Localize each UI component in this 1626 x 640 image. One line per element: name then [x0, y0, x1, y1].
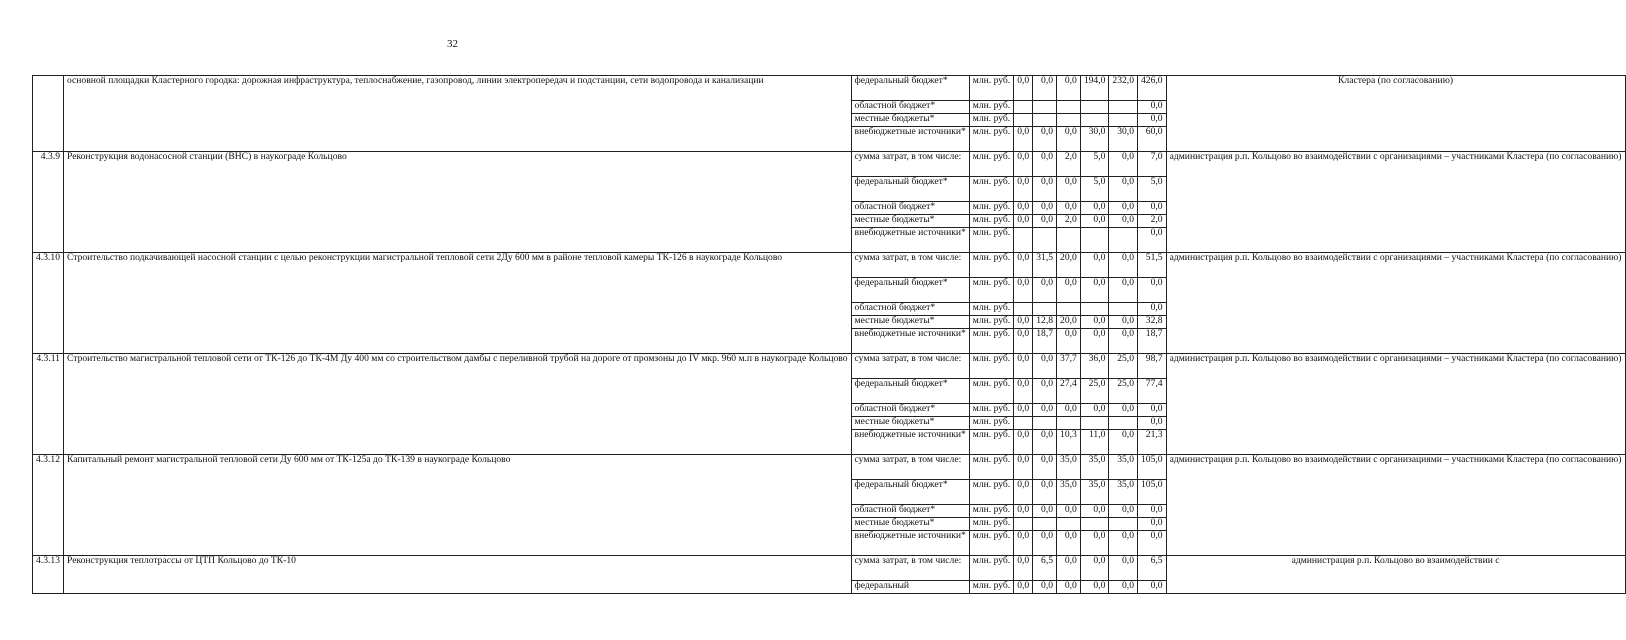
- year-value: 0,0: [1109, 177, 1138, 202]
- total-value: 2,0: [1138, 215, 1167, 228]
- year-value: 0,0: [1057, 556, 1081, 581]
- year-value: 35,0: [1109, 455, 1138, 480]
- year-value: 0,0: [1057, 127, 1081, 152]
- year-value: [1033, 114, 1057, 127]
- year-value: 0,0: [1057, 76, 1081, 101]
- year-value: 0,0: [1033, 215, 1057, 228]
- executor: Кластера (по согласованию): [1166, 76, 1625, 152]
- year-value: 0,0: [1080, 505, 1109, 518]
- unit-cell: млн. руб.: [969, 228, 1013, 253]
- year-value: 0,0: [1014, 329, 1033, 354]
- year-value: 0,0: [1014, 455, 1033, 480]
- funding-source: сумма затрат, в том числе:: [851, 556, 969, 581]
- total-value: 98,7: [1138, 354, 1167, 379]
- year-value: 0,0: [1080, 404, 1109, 417]
- executor: администрация р.п. Кольцово во взаимодействии с организациями – участниками Кластера (по согласованию): [1166, 152, 1625, 253]
- year-value: 0,0: [1014, 480, 1033, 505]
- funding-source: внебюджетные источники*: [851, 228, 969, 253]
- year-value: 0,0: [1014, 379, 1033, 404]
- year-value: 0,0: [1080, 316, 1109, 329]
- total-value: 0,0: [1138, 101, 1167, 114]
- year-value: [1080, 101, 1109, 114]
- year-value: 0,0: [1033, 177, 1057, 202]
- unit-cell: млн. руб.: [969, 417, 1013, 430]
- year-value: 30,0: [1109, 127, 1138, 152]
- funding-source: федеральный бюджет*: [851, 278, 969, 303]
- year-value: [1109, 228, 1138, 253]
- year-value: 0,0: [1109, 316, 1138, 329]
- item-name: Реконструкция теплотрассы от ЦТП Кольцово до ТК-10: [63, 556, 851, 594]
- funding-source: областной бюджет*: [851, 101, 969, 114]
- year-value: 0,0: [1033, 480, 1057, 505]
- total-value: 0,0: [1138, 202, 1167, 215]
- funding-source: областной бюджет*: [851, 505, 969, 518]
- year-value: 0,0: [1080, 215, 1109, 228]
- year-value: 0,0: [1057, 531, 1081, 556]
- year-value: 0,0: [1057, 202, 1081, 215]
- year-value: 12,8: [1033, 316, 1057, 329]
- unit-cell: млн. руб.: [969, 202, 1013, 215]
- item-number: 4.3.13: [33, 556, 64, 594]
- item-number: 4.3.12: [33, 455, 64, 556]
- page-number: 32: [447, 38, 458, 50]
- year-value: 35,0: [1057, 455, 1081, 480]
- year-value: 194,0: [1080, 76, 1109, 101]
- year-value: 0,0: [1109, 556, 1138, 581]
- funding-source: областной бюджет*: [851, 202, 969, 215]
- year-value: 0,0: [1057, 177, 1081, 202]
- year-value: 0,0: [1014, 354, 1033, 379]
- unit-cell: млн. руб.: [969, 114, 1013, 127]
- year-value: [1014, 518, 1033, 531]
- year-value: [1014, 101, 1033, 114]
- year-value: 0,0: [1033, 152, 1057, 177]
- year-value: 2,0: [1057, 152, 1081, 177]
- item-name: Строительство подкачивающей насосной станции с целью реконструкции магистральной тепловой сети 2Ду 600 мм в районе тепловой камеры ТК-126 в наукограде Кольцово: [63, 253, 851, 354]
- unit-cell: млн. руб.: [969, 531, 1013, 556]
- total-value: 0,0: [1138, 531, 1167, 556]
- year-value: 36,0: [1080, 354, 1109, 379]
- year-value: 35,0: [1080, 455, 1109, 480]
- year-value: 0,0: [1057, 329, 1081, 354]
- unit-cell: млн. руб.: [969, 152, 1013, 177]
- year-value: 27,4: [1057, 379, 1081, 404]
- funding-source: местные бюджеты*: [851, 215, 969, 228]
- year-value: [1033, 101, 1057, 114]
- unit-cell: млн. руб.: [969, 518, 1013, 531]
- total-value: 6,5: [1138, 556, 1167, 581]
- year-value: 0,0: [1033, 455, 1057, 480]
- year-value: 0,0: [1080, 556, 1109, 581]
- unit-cell: млн. руб.: [969, 430, 1013, 455]
- total-value: 5,0: [1138, 177, 1167, 202]
- item-name: основной площадки Кластерного городка: дорожная инфраструктура, теплоснабжение, газопровод, линии электропередач и подстанции, сети водопровода и канализации: [63, 76, 851, 152]
- year-value: 25,0: [1080, 379, 1109, 404]
- year-value: [1080, 114, 1109, 127]
- unit-cell: млн. руб.: [969, 556, 1013, 581]
- total-value: 18,7: [1138, 329, 1167, 354]
- year-value: [1014, 114, 1033, 127]
- year-value: [1080, 417, 1109, 430]
- year-value: 5,0: [1080, 152, 1109, 177]
- total-value: 0,0: [1138, 518, 1167, 531]
- unit-cell: млн. руб.: [969, 215, 1013, 228]
- year-value: [1033, 228, 1057, 253]
- total-value: 0,0: [1138, 278, 1167, 303]
- total-value: 0,0: [1138, 228, 1167, 253]
- total-value: 0,0: [1138, 404, 1167, 417]
- year-value: 0,0: [1033, 404, 1057, 417]
- year-value: 0,0: [1033, 354, 1057, 379]
- unit-cell: млн. руб.: [969, 177, 1013, 202]
- year-value: 0,0: [1014, 404, 1033, 417]
- item-name: Капитальный ремонт магистральной тепловой сети Ду 600 мм от ТК-125а до ТК-139 в наукограде Кольцово: [63, 455, 851, 556]
- year-value: 25,0: [1109, 354, 1138, 379]
- total-value: 426,0: [1138, 76, 1167, 101]
- year-value: 0,0: [1014, 215, 1033, 228]
- funding-source: внебюджетные источники*: [851, 127, 969, 152]
- year-value: [1057, 303, 1081, 316]
- year-value: 0,0: [1109, 531, 1138, 556]
- year-value: [1014, 417, 1033, 430]
- year-value: 11,0: [1080, 430, 1109, 455]
- year-value: 0,0: [1057, 581, 1081, 594]
- year-value: 0,0: [1014, 127, 1033, 152]
- year-value: 0,0: [1109, 329, 1138, 354]
- year-value: 37,7: [1057, 354, 1081, 379]
- table-row: [33, 152, 1626, 177]
- year-value: 5,0: [1080, 177, 1109, 202]
- year-value: 0,0: [1033, 505, 1057, 518]
- year-value: 0,0: [1014, 253, 1033, 278]
- year-value: 0,0: [1080, 581, 1109, 594]
- unit-cell: млн. руб.: [969, 278, 1013, 303]
- year-value: [1057, 114, 1081, 127]
- year-value: [1033, 518, 1057, 531]
- unit-cell: млн. руб.: [969, 303, 1013, 316]
- total-value: 32,8: [1138, 316, 1167, 329]
- funding-source: федеральный бюджет*: [851, 480, 969, 505]
- year-value: 2,0: [1057, 215, 1081, 228]
- year-value: 20,0: [1057, 253, 1081, 278]
- year-value: 0,0: [1057, 278, 1081, 303]
- year-value: [1109, 303, 1138, 316]
- year-value: 0,0: [1109, 202, 1138, 215]
- total-value: 0,0: [1138, 417, 1167, 430]
- unit-cell: млн. руб.: [969, 455, 1013, 480]
- year-value: 0,0: [1014, 505, 1033, 518]
- year-value: 30,0: [1080, 127, 1109, 152]
- year-value: [1080, 303, 1109, 316]
- total-value: 0,0: [1138, 581, 1167, 594]
- total-value: 51,5: [1138, 253, 1167, 278]
- funding-source: местные бюджеты*: [851, 417, 969, 430]
- funding-source: сумма затрат, в том числе:: [851, 354, 969, 379]
- year-value: [1057, 417, 1081, 430]
- year-value: 10,3: [1057, 430, 1081, 455]
- executor: администрация р.п. Кольцово во взаимодействии с: [1166, 556, 1625, 594]
- year-value: [1057, 101, 1081, 114]
- year-value: [1109, 417, 1138, 430]
- executor: администрация р.п. Кольцово во взаимодействии с организациями – участниками Кластера (по согласованию): [1166, 354, 1625, 455]
- unit-cell: млн. руб.: [969, 329, 1013, 354]
- year-value: 6,5: [1033, 556, 1057, 581]
- unit-cell: млн. руб.: [969, 253, 1013, 278]
- year-value: 0,0: [1080, 278, 1109, 303]
- year-value: 25,0: [1109, 379, 1138, 404]
- total-value: 7,0: [1138, 152, 1167, 177]
- unit-cell: млн. руб.: [969, 404, 1013, 417]
- year-value: 0,0: [1014, 76, 1033, 101]
- total-value: 0,0: [1138, 114, 1167, 127]
- year-value: [1014, 303, 1033, 316]
- year-value: 0,0: [1109, 278, 1138, 303]
- unit-cell: млн. руб.: [969, 505, 1013, 518]
- year-value: 0,0: [1109, 253, 1138, 278]
- year-value: 0,0: [1033, 581, 1057, 594]
- year-value: 0,0: [1014, 581, 1033, 594]
- table-row: [33, 455, 1626, 480]
- total-value: 60,0: [1138, 127, 1167, 152]
- year-value: 0,0: [1109, 430, 1138, 455]
- year-value: 0,0: [1014, 278, 1033, 303]
- table-row: [33, 76, 1626, 101]
- total-value: 77,4: [1138, 379, 1167, 404]
- total-value: 21,3: [1138, 430, 1167, 455]
- year-value: 31,5: [1033, 253, 1057, 278]
- year-value: [1057, 518, 1081, 531]
- funding-source: федеральный бюджет*: [851, 379, 969, 404]
- year-value: 0,0: [1033, 127, 1057, 152]
- unit-cell: млн. руб.: [969, 354, 1013, 379]
- year-value: [1109, 101, 1138, 114]
- year-value: [1109, 518, 1138, 531]
- funding-source: федеральный: [851, 581, 969, 594]
- year-value: 0,0: [1109, 581, 1138, 594]
- year-value: 0,0: [1014, 316, 1033, 329]
- unit-cell: млн. руб.: [969, 76, 1013, 101]
- year-value: [1014, 228, 1033, 253]
- funding-source: сумма затрат, в том числе:: [851, 455, 969, 480]
- item-name: Реконструкция водонасосной станции (ВНС) в наукограде Кольцово: [63, 152, 851, 253]
- year-value: 0,0: [1057, 505, 1081, 518]
- year-value: 0,0: [1033, 430, 1057, 455]
- program-costs-table: [32, 75, 1626, 594]
- funding-source: сумма затрат, в том числе:: [851, 253, 969, 278]
- total-value: 105,0: [1138, 455, 1167, 480]
- year-value: 0,0: [1057, 404, 1081, 417]
- year-value: 18,7: [1033, 329, 1057, 354]
- funding-source: федеральный бюджет*: [851, 76, 969, 101]
- year-value: 0,0: [1080, 202, 1109, 215]
- funding-source: областной бюджет*: [851, 303, 969, 316]
- total-value: 0,0: [1138, 505, 1167, 518]
- year-value: 0,0: [1014, 430, 1033, 455]
- year-value: [1109, 114, 1138, 127]
- table-row: [33, 253, 1626, 278]
- funding-source: местные бюджеты*: [851, 316, 969, 329]
- executor: администрация р.п. Кольцово во взаимодействии с организациями – участниками Кластера (по согласованию): [1166, 455, 1625, 556]
- year-value: [1033, 417, 1057, 430]
- year-value: 0,0: [1014, 202, 1033, 215]
- table-row: [33, 556, 1626, 581]
- year-value: 0,0: [1109, 215, 1138, 228]
- unit-cell: млн. руб.: [969, 480, 1013, 505]
- unit-cell: млн. руб.: [969, 101, 1013, 114]
- year-value: 0,0: [1014, 177, 1033, 202]
- year-value: 0,0: [1033, 531, 1057, 556]
- funding-source: внебюджетные источники*: [851, 329, 969, 354]
- year-value: [1057, 228, 1081, 253]
- item-number: 4.3.9: [33, 152, 64, 253]
- item-number: 4.3.11: [33, 354, 64, 455]
- funding-source: внебюджетные источники*: [851, 430, 969, 455]
- year-value: [1080, 518, 1109, 531]
- year-value: 0,0: [1033, 76, 1057, 101]
- year-value: 0,0: [1080, 253, 1109, 278]
- year-value: [1033, 303, 1057, 316]
- year-value: 0,0: [1014, 152, 1033, 177]
- year-value: [1080, 228, 1109, 253]
- funding-source: федеральный бюджет*: [851, 177, 969, 202]
- year-value: 0,0: [1033, 379, 1057, 404]
- item-number: [33, 76, 64, 152]
- funding-source: областной бюджет*: [851, 404, 969, 417]
- year-value: 35,0: [1057, 480, 1081, 505]
- unit-cell: млн. руб.: [969, 316, 1013, 329]
- unit-cell: млн. руб.: [969, 127, 1013, 152]
- unit-cell: млн. руб.: [969, 379, 1013, 404]
- year-value: 0,0: [1109, 505, 1138, 518]
- year-value: 0,0: [1080, 329, 1109, 354]
- total-value: 0,0: [1138, 303, 1167, 316]
- table-row: [33, 354, 1626, 379]
- executor: администрация р.п. Кольцово во взаимодействии с организациями – участниками Кластера (по согласованию): [1166, 253, 1625, 354]
- funding-source: местные бюджеты*: [851, 518, 969, 531]
- unit-cell: млн. руб.: [969, 581, 1013, 594]
- year-value: 0,0: [1109, 152, 1138, 177]
- year-value: 0,0: [1014, 531, 1033, 556]
- total-value: 105,0: [1138, 480, 1167, 505]
- year-value: 35,0: [1080, 480, 1109, 505]
- year-value: 0,0: [1014, 556, 1033, 581]
- funding-source: сумма затрат, в том числе:: [851, 152, 969, 177]
- year-value: 0,0: [1080, 531, 1109, 556]
- item-name: Строительство магистральной тепловой сети от ТК-126 до ТК-4М Ду 400 мм со строительством дамбы с переливной трубой на дороге от промзоны до IV мкр. 960 м.п в наукограде Кольцово: [63, 354, 851, 455]
- year-value: 232,0: [1109, 76, 1138, 101]
- year-value: 35,0: [1109, 480, 1138, 505]
- funding-source: внебюджетные источники*: [851, 531, 969, 556]
- funding-source: местные бюджеты*: [851, 114, 969, 127]
- year-value: 0,0: [1033, 278, 1057, 303]
- item-number: 4.3.10: [33, 253, 64, 354]
- year-value: 20,0: [1057, 316, 1081, 329]
- year-value: 0,0: [1109, 404, 1138, 417]
- year-value: 0,0: [1033, 202, 1057, 215]
